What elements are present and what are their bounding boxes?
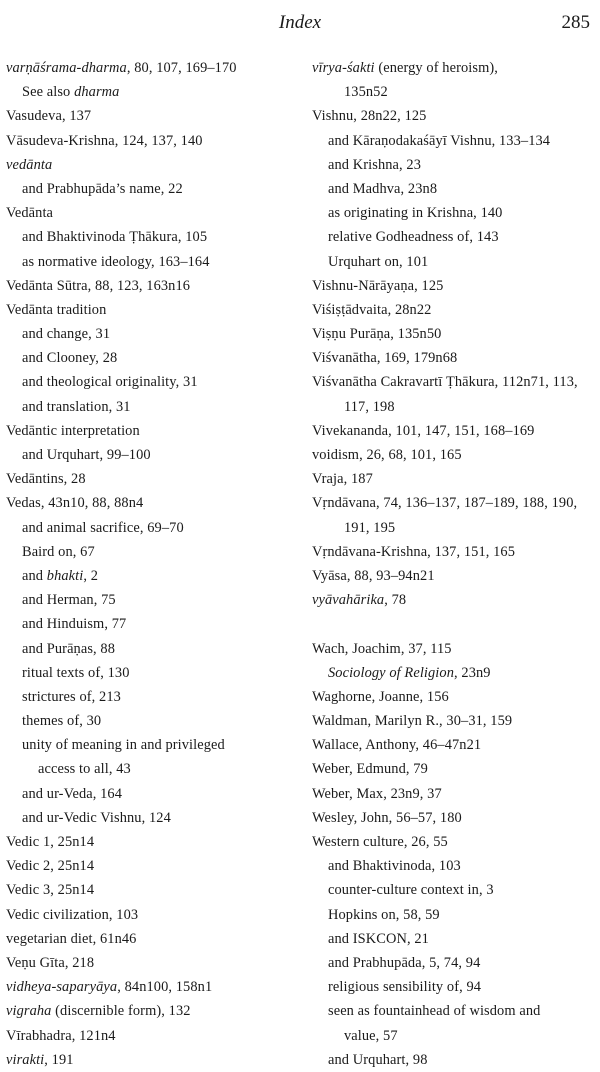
index-entry: [6, 56, 298, 80]
index-subentry: [6, 322, 298, 346]
entry-text: Vedic 2, 25n14: [6, 858, 95, 875]
index-subentry: [312, 250, 596, 274]
index-subentry: [6, 395, 298, 419]
entry-text: Vedic 3, 25n14: [6, 882, 95, 899]
index-subentry: [6, 564, 298, 588]
index-entry: [312, 757, 596, 781]
entry-text: and Hinduism, 77: [22, 616, 127, 633]
entry-text: vegetarian diet, 61n46: [6, 930, 137, 947]
entry-text: Vedāntins, 28: [6, 471, 86, 488]
entry-text: Viśvanātha Cakravartī Ṭhākura, 112n71, 113,: [312, 374, 578, 391]
entry-text: Vedānta tradition: [6, 301, 107, 318]
index-entry: [312, 685, 596, 709]
entry-text: Baird on, 67: [22, 543, 95, 560]
entry-text: , 84n100, 158n1: [117, 979, 213, 996]
entry-text: seen as fountainhead of wisdom and: [328, 1003, 541, 1020]
index-subentry: [6, 80, 298, 104]
index-entry: [6, 419, 298, 443]
index-subentry: [312, 661, 596, 685]
entry-text: voidism, 26, 68, 101, 165: [312, 447, 462, 463]
index-entry: [6, 274, 298, 298]
index-subentry: [312, 153, 596, 177]
entry-text: Vedānta: [6, 205, 54, 222]
index-subentry: [6, 612, 298, 636]
entry-text: and Madhva, 23n8: [328, 180, 438, 197]
index-entry: [312, 274, 596, 298]
entry-text: 117, 198: [344, 398, 395, 415]
index-subentry: [312, 1048, 596, 1072]
entry-text: value, 57: [344, 1027, 398, 1044]
entry-text: Vṛndāvana, 74, 136–137, 187–189, 188, 190,: [312, 495, 578, 512]
entry-text: Vraja, 187: [312, 471, 373, 488]
entry-text: Wach, Joachim, 37, 115: [312, 640, 452, 657]
entry-text: See also: [22, 84, 75, 101]
index-entry: [6, 830, 298, 854]
running-title: Index: [278, 12, 322, 33]
entry-text: and Clooney, 28: [22, 350, 118, 367]
entry-text: Vedic civilization, 103: [6, 906, 139, 923]
entry-text: Waldman, Marilyn R., 30–31, 159: [312, 713, 513, 730]
index-continuation: [6, 757, 298, 781]
index-subentry: [6, 661, 298, 685]
index-entry: [6, 1048, 298, 1072]
index-entry: [312, 104, 596, 128]
entry-text: unity of meaning in and privileged: [22, 737, 225, 754]
italic-term: vīrya-śakti: [312, 60, 375, 76]
entry-text: , 78: [384, 592, 407, 609]
italic-term: vigraha: [6, 1003, 52, 1020]
entry-text: and ur-Vedic Vishnu, 124: [22, 809, 171, 826]
entry-text: Vedāntic interpretation: [6, 422, 140, 439]
entry-text: and Bhaktivinoda Ṭhākura, 105: [22, 229, 208, 246]
entry-text: Veṇu Gīta, 218: [6, 954, 95, 971]
italic-term: bhakti: [46, 567, 84, 584]
index-column-right: [312, 56, 596, 1072]
entry-text: and ur-Veda, 164: [22, 785, 123, 802]
index-subentry: [6, 177, 298, 201]
entry-text: Viśiṣṭādvaita, 28n22: [312, 301, 432, 318]
index-subentry: [312, 201, 596, 225]
italic-term: virakti: [6, 1051, 45, 1068]
entry-text: Weber, Edmund, 79: [312, 761, 428, 778]
index-subentry: [6, 709, 298, 733]
index-entry: [6, 975, 298, 999]
entry-text: Vedic 1, 25n14: [6, 834, 95, 850]
index-subentry: [6, 225, 298, 249]
entry-text: (discernible form), 132: [51, 1003, 191, 1020]
entry-text: Vivekananda, 101, 147, 151, 168–169: [312, 422, 535, 439]
index-subentry: [6, 540, 298, 564]
entry-text: Vedānta Sūtra, 88, 123, 163n16: [6, 277, 191, 294]
entry-text: (energy of heroism),: [374, 60, 498, 76]
entry-text: relative Godheadness of, 143: [328, 229, 499, 246]
entry-text: and Urquhart, 99–100: [22, 447, 151, 463]
entry-text: , 2: [83, 567, 99, 584]
index-entry: [6, 491, 298, 515]
entry-text: and Herman, 75: [22, 592, 116, 609]
index-entry: [6, 951, 298, 975]
index-subentry: [312, 225, 596, 249]
entry-text: Vedas, 43n10, 88, 88n4: [6, 495, 144, 512]
index-subentry: [6, 588, 298, 612]
entry-text: Wesley, John, 56–57, 180: [312, 809, 462, 826]
index-subentry: [6, 370, 298, 394]
index-entry: [6, 927, 298, 951]
index-subentry: [6, 733, 298, 757]
italic-term: vyāvahārika: [312, 592, 385, 609]
running-header: [0, 10, 600, 36]
index-entry: [312, 830, 596, 854]
page-number: 285: [561, 12, 590, 33]
index-entry: [312, 443, 596, 467]
index-entry: [6, 298, 298, 322]
entry-text: and Kāraṇodakaśāyī Vishnu, 133–134: [328, 132, 551, 149]
index-entry: [312, 782, 596, 806]
index-subentry: [6, 516, 298, 540]
index-entry: [6, 1024, 298, 1048]
entry-text: Viṣṇu Purāṇa, 135n50: [312, 326, 442, 343]
index-entry: [312, 806, 596, 830]
index-subentry: [312, 951, 596, 975]
index-subentry: [312, 854, 596, 878]
entry-text: as normative ideology, 163–164: [22, 253, 210, 270]
index-entry: [6, 854, 298, 878]
index-entry: [6, 878, 298, 902]
entry-text: Western culture, 26, 55: [312, 834, 448, 850]
index-entry: [312, 491, 596, 515]
index-entry: [312, 467, 596, 491]
index-subentry: [312, 975, 596, 999]
entry-text: 191, 195: [344, 519, 396, 536]
index-entry: [312, 564, 596, 588]
index-entry: [312, 56, 596, 80]
index-subentry: [6, 250, 298, 274]
entry-text: as originating in Krishna, 140: [328, 205, 503, 222]
italic-term: Sociology of Religion: [328, 664, 454, 681]
entry-text: themes of, 30: [22, 713, 102, 730]
entry-text: and theological originality, 31: [22, 374, 198, 391]
index-entry: [312, 540, 596, 564]
index-subentry: [6, 782, 298, 806]
entry-text: religious sensibility of, 94: [328, 979, 482, 996]
italic-term: vedānta: [6, 156, 53, 173]
index-entry: [312, 370, 596, 394]
index-entry: [6, 201, 298, 225]
index-subentry: [312, 177, 596, 201]
entry-text: Viśvanātha, 169, 179n68: [312, 350, 458, 367]
entry-text: , 23n9: [454, 664, 491, 681]
entry-text: ritual texts of, 130: [22, 664, 130, 681]
entry-text: Wallace, Anthony, 46–47n21: [312, 737, 482, 754]
index-subentry: [6, 685, 298, 709]
index-continuation: [312, 516, 596, 540]
entry-text: strictures of, 213: [22, 688, 121, 705]
index-entry: [312, 298, 596, 322]
index-entry: [312, 346, 596, 370]
entry-text: Vasudeva, 137: [6, 108, 92, 125]
index-column-left: [6, 56, 298, 1072]
index-entry: [6, 467, 298, 491]
entry-text: and Urquhart, 98: [328, 1051, 428, 1068]
entry-text: and Krishna, 23: [328, 156, 422, 173]
index-entry: [6, 999, 298, 1023]
index-subentry: [312, 999, 596, 1023]
entry-text: and change, 31: [22, 326, 111, 343]
index-continuation: [312, 395, 596, 419]
entry-text: 135n52: [344, 84, 388, 101]
italic-term: varṇāśrama-dharma: [6, 60, 127, 76]
entry-text: Vishnu, 28n22, 125: [312, 108, 427, 125]
entry-text: Vāsudeva-Krishna, 124, 137, 140: [6, 132, 203, 149]
index-continuation: [312, 80, 596, 104]
index-entry: [6, 129, 298, 153]
index-entry: [312, 637, 596, 661]
index-entry: [312, 419, 596, 443]
entry-text: Vīrabhadra, 121n4: [6, 1027, 116, 1044]
section-gap: [312, 612, 596, 636]
entry-text: Vyāsa, 88, 93–94n21: [312, 567, 435, 584]
entry-text: Hopkins on, 58, 59: [328, 906, 440, 923]
index-subentry: [312, 927, 596, 951]
entry-text: , 191: [44, 1051, 74, 1068]
entry-text: access to all, 43: [38, 761, 131, 778]
index-subentry: [312, 903, 596, 927]
index-entry: [312, 733, 596, 757]
entry-text: and: [22, 567, 47, 584]
entry-text: and Prabhupāda, 5, 74, 94: [328, 954, 481, 971]
italic-term: dharma: [74, 84, 120, 101]
index-subentry: [6, 806, 298, 830]
index-entry: [6, 104, 298, 128]
entry-text: and Bhaktivinoda, 103: [328, 858, 461, 875]
index-subentry: [6, 443, 298, 467]
entry-text: Vṛndāvana-Krishna, 137, 151, 165: [312, 543, 516, 560]
entry-text: Weber, Max, 23n9, 37: [312, 785, 442, 802]
entry-text: and animal sacrifice, 69–70: [22, 519, 184, 536]
entry-text: and Purāṇas, 88: [22, 640, 116, 657]
index-entry: [312, 588, 596, 612]
entry-text: counter-culture context in, 3: [328, 882, 494, 899]
index-subentry: [6, 346, 298, 370]
entry-text: and ISKCON, 21: [328, 930, 429, 947]
entry-text: Waghorne, Joanne, 156: [312, 688, 449, 705]
index-subentry: [312, 129, 596, 153]
entry-text: and Prabhupāda’s name, 22: [22, 180, 183, 197]
entry-text: and translation, 31: [22, 398, 131, 415]
index-subentry: [312, 878, 596, 902]
index-entry: [312, 322, 596, 346]
index-entry: [6, 903, 298, 927]
entry-text: , 80, 107, 169–170: [126, 60, 237, 76]
index-continuation: [312, 1024, 596, 1048]
index-entry: [312, 709, 596, 733]
italic-term: vidheya-saparyāya: [6, 979, 118, 996]
entry-text: Vishnu-Nārāyaṇa, 125: [312, 277, 444, 294]
index-subentry: [6, 637, 298, 661]
entry-text: Urquhart on, 101: [328, 253, 429, 270]
index-entry: [6, 153, 298, 177]
